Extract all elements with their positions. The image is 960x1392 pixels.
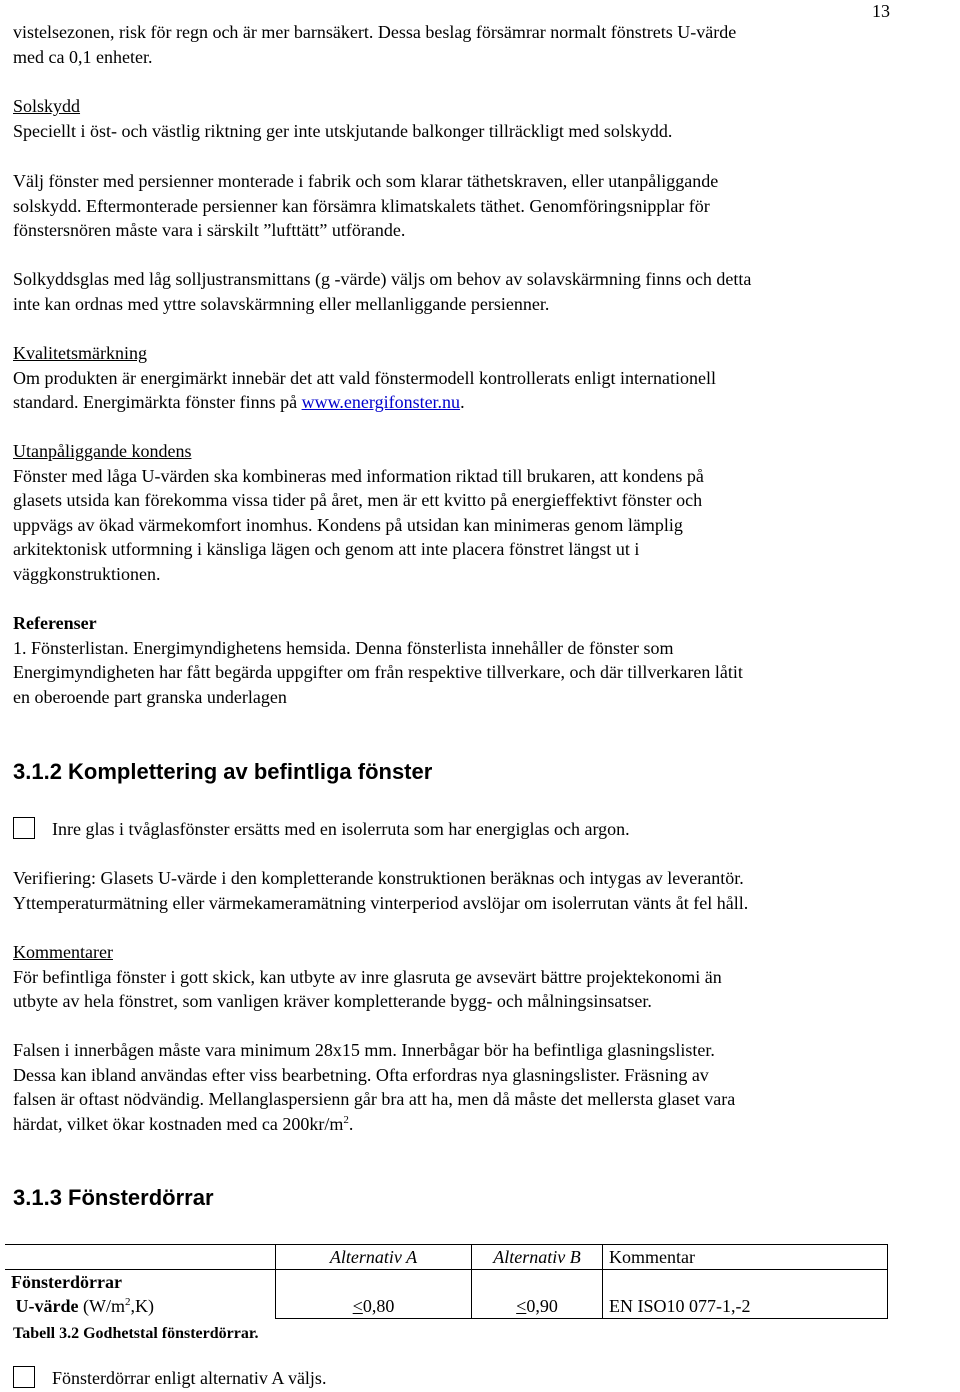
paragraph-solskyddsglas — [13, 267, 913, 316]
column-header-alternativ-a: Alternativ A — [276, 1245, 472, 1270]
text-line: För befintliga fönster i gott skick, kan utbyte av inre glasruta ge avsevärt bättre projektekonomi än — [13, 966, 722, 987]
table-row — [5, 1270, 888, 1319]
superscript: 2 — [124, 1296, 131, 1308]
paragraph-falsen — [13, 1038, 913, 1136]
table-caption: Tabell 3.2 Godhetstal fönsterdörrar. — [13, 1325, 259, 1342]
value-alternativ-a — [276, 1270, 472, 1319]
text-line: falsen är oftast nödvändig. Mellanglaspersienn går bra att ha, men då måste det mellersta glaset vara — [13, 1089, 736, 1110]
text-line: utbyte av hela fönstret, som vanligen kräver kompletterande bygg- och målningsinsatser. — [13, 991, 652, 1012]
superscript: 2 — [343, 1113, 349, 1126]
text-line: inte kan ordnas med yttre solavskärmning eller mellanliggande persienner. — [13, 293, 550, 314]
paragraph-solskydd — [13, 94, 913, 143]
checkbox-label-inre-glas: Inre glas i tvåglasfönster ersätts med en isolerruta som har energiglas och argon. — [52, 819, 630, 839]
text-line: vistelsezonen, risk för regn och är mer barnsäkert. Dessa beslag försämrar normalt fönstrets U-värde — [13, 22, 737, 42]
text-line: uppvägs av ökad värmekomfort inomhus. Kondens på utsidan kan minimeras genom lämplig — [13, 514, 683, 535]
text-line: med ca 0,1 enheter. — [13, 46, 153, 67]
heading-referenser: Referenser — [13, 613, 97, 633]
row-label: Fönsterdörrar — [11, 1272, 122, 1292]
text-line: härdat, vilket ökar kostnaden med ca 200kr/m — [13, 1113, 344, 1134]
less-equal-sign: < — [516, 1295, 527, 1316]
text-line: standard. Energimärkta fönster finns på — [13, 392, 302, 413]
paragraph-persienner — [13, 169, 913, 243]
paragraph-kvalitetsmarkning — [13, 341, 913, 415]
row-unit-end: ,K) — [130, 1296, 154, 1316]
column-header-kommentar: Kommentar — [603, 1245, 888, 1270]
row-sublabel: U-värde — [15, 1296, 79, 1316]
text-line: Yttemperaturmätning eller värmekameramätning vinterperiod avslöjar om isolerrutan vänts åt fel håll. — [13, 892, 749, 913]
section-title-3-1-3: 3.1.3 Fönsterdörrar — [13, 1185, 214, 1210]
text-line: Speciellt i öst- och västlig riktning ger inte utskjutande balkonger tillräckligt med solskydd. — [13, 120, 673, 141]
text-line: en oberoende part granska underlagen — [13, 686, 287, 707]
text-line: Energimyndigheten har fått begärda uppgifter om från respektive tillverkare, och där tillverkaren låtit — [13, 662, 743, 683]
paragraph-referenser — [13, 611, 913, 709]
text-line: solskydd. Eftermonterade persienner kan försämra klimatskalets täthet. Genomföringsnipplar för — [13, 195, 710, 216]
energifonster-link[interactable]: www.energifonster.nu — [301, 392, 461, 413]
section-title-3-1-2: 3.1.2 Komplettering av befintliga fönster — [13, 759, 433, 784]
checkbox-fonsterdorrar[interactable] — [13, 1366, 35, 1388]
value-alternativ-b — [472, 1270, 603, 1319]
text-line: Solkyddsglas med låg solljustransmittans (g -värde) väljs om behov av solavskärmning finns och detta — [13, 269, 752, 289]
less-equal-sign: < — [352, 1295, 363, 1316]
value-kommentar: EN ISO10 077-1,-2 — [603, 1270, 888, 1319]
value-b: 0,90 — [526, 1295, 558, 1316]
text-line: Fönster med låga U-värden ska kombineras med information riktad till brukaren, att kondens på — [13, 465, 704, 486]
checkbox-label-fonsterdorrar: Fönsterdörrar enligt alternativ A väljs. — [52, 1368, 327, 1388]
text-period: . — [460, 392, 465, 413]
heading-kommentarer: Kommentarer — [13, 942, 113, 962]
text-line: fönstersnören måste vara i särskilt ”lufttätt” utförande. — [13, 220, 406, 241]
text-line: väggkonstruktionen. — [13, 563, 161, 584]
paragraph-beslag — [13, 20, 913, 69]
text-line: arkitektonisk utformning i känsliga lägen och genom att inte placera fönstret längst ut i — [13, 539, 640, 560]
text-line: Dessa kan ibland användas efter viss bearbetning. Ofta erfordras nya glasningslister. Fräsning av — [13, 1064, 709, 1085]
text-line: 1. Fönsterlistan. Energimyndighetens hemsida. Denna fönsterlista innehåller de fönster som — [13, 637, 674, 658]
page-number: 13 — [872, 1, 890, 21]
table-header-row — [5, 1245, 888, 1270]
paragraph-kondens — [13, 439, 913, 587]
text-line: glasets utsida kan förekomma vissa tider på året, men är ett kvitto på energieffektivt fönster och — [13, 490, 703, 511]
checkbox-inre-glas[interactable] — [13, 817, 35, 839]
row-label-cell — [5, 1270, 276, 1319]
row-unit: (W/m — [78, 1296, 125, 1316]
text-line: Falsen i innerbågen måste vara minimum 28x15 mm. Innerbågar bör ha befintliga glasningslister. — [13, 1040, 715, 1060]
fonsterdorrar-table — [5, 1244, 888, 1319]
paragraph-verifiering — [13, 866, 913, 915]
text-period: . — [348, 1113, 354, 1134]
heading-solskydd: Solskydd — [13, 96, 81, 116]
table-cell-empty — [5, 1245, 276, 1270]
text-line: Verifiering: Glasets U-värde i den kompletterande konstruktionen beräknas och intygas av leverantör. — [13, 868, 744, 888]
text-line: Om produkten är energimärkt innebär det att vald fönstermodell kontrollerats enligt internationell — [13, 367, 716, 388]
heading-kondens: Utanpåliggande kondens — [13, 441, 192, 461]
text-line: Välj fönster med persienner monterade i fabrik och som klarar täthetskraven, eller utanpåliggande — [13, 171, 719, 191]
value-a: 0,80 — [362, 1295, 395, 1316]
column-header-alternativ-b: Alternativ B — [472, 1245, 603, 1270]
paragraph-kommentarer — [13, 940, 913, 1014]
heading-kvalitetsmarkning: Kvalitetsmärkning — [13, 343, 147, 363]
